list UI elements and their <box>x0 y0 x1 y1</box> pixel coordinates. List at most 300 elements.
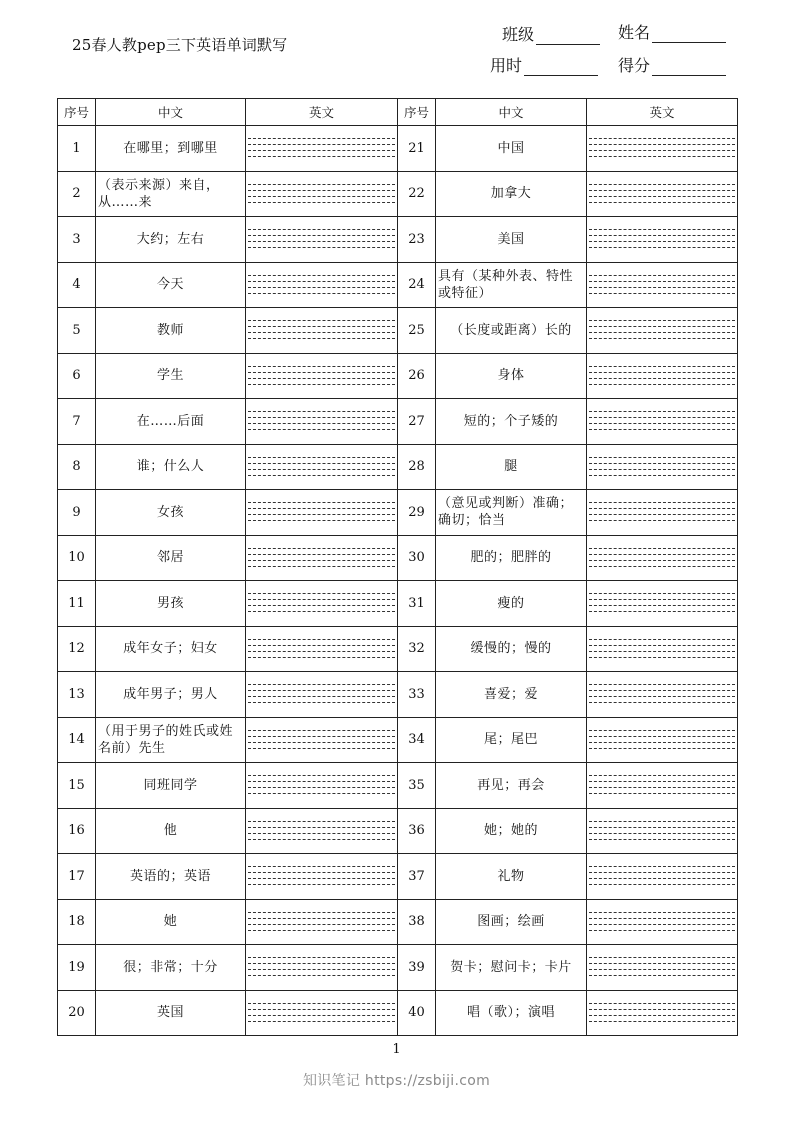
chinese-word: 邻居 <box>96 535 246 581</box>
english-answer-cell[interactable] <box>246 763 398 809</box>
answer-dashed-line <box>589 411 735 412</box>
chinese-word: 在……后面 <box>96 399 246 445</box>
answer-dashed-line <box>248 275 395 276</box>
answer-dashed-line <box>589 839 735 840</box>
english-answer-cell[interactable] <box>587 763 738 809</box>
score-label: 得分 <box>618 56 651 75</box>
answer-dashed-line <box>248 657 395 658</box>
answer-dashed-line <box>248 457 395 458</box>
answer-dashed-line <box>248 566 395 567</box>
answer-dashed-line <box>248 514 395 515</box>
answer-dashed-line <box>248 611 395 612</box>
answer-dashed-line <box>248 696 395 697</box>
chinese-word: 图画；绘画 <box>436 899 587 945</box>
answer-dashed-line <box>589 918 735 919</box>
table-row <box>58 171 738 217</box>
answer-dashed-line <box>248 748 395 749</box>
name-blank <box>652 26 726 43</box>
row-index: 10 <box>58 535 96 581</box>
answer-dashed-line <box>248 975 395 976</box>
answer-dashed-line <box>248 918 395 919</box>
row-index: 3 <box>58 217 96 263</box>
answer-dashed-line <box>248 639 395 640</box>
vocab-table <box>57 98 738 1036</box>
chinese-word: 教师 <box>96 308 246 354</box>
table-row <box>58 353 738 399</box>
answer-dashed-line <box>589 508 735 509</box>
answer-dashed-line <box>589 241 735 242</box>
chinese-word: 谁；什么人 <box>96 444 246 490</box>
table-row <box>58 808 738 854</box>
english-answer-cell[interactable] <box>587 808 738 854</box>
answer-dashed-line <box>589 281 735 282</box>
chinese-word: 瘦的 <box>436 581 587 627</box>
answer-dashed-line <box>248 645 395 646</box>
answer-dashed-line <box>248 651 395 652</box>
english-answer-cell[interactable] <box>587 217 738 263</box>
answer-dashed-line <box>589 969 735 970</box>
answer-dashed-line <box>589 378 735 379</box>
table-row <box>58 308 738 354</box>
chinese-word: 成年男子；男人 <box>96 672 246 718</box>
table-row <box>58 490 738 536</box>
chinese-word: 缓慢的；慢的 <box>436 626 587 672</box>
answer-dashed-line <box>589 156 735 157</box>
chinese-word: 大约；左右 <box>96 217 246 263</box>
answer-dashed-line <box>248 384 395 385</box>
answer-dashed-line <box>248 1021 395 1022</box>
table-row <box>58 990 738 1036</box>
answer-dashed-line <box>589 338 735 339</box>
row-index: 38 <box>398 899 436 945</box>
table-row <box>58 899 738 945</box>
chinese-word: 同班同学 <box>96 763 246 809</box>
answer-dashed-line <box>248 520 395 521</box>
english-answer-cell[interactable] <box>587 262 738 308</box>
row-index: 33 <box>398 672 436 718</box>
answer-dashed-line <box>248 366 395 367</box>
answer-dashed-line <box>248 684 395 685</box>
english-answer-cell[interactable] <box>587 353 738 399</box>
chinese-word: 腿 <box>436 444 587 490</box>
answer-dashed-line <box>589 702 735 703</box>
answer-dashed-line <box>248 235 395 236</box>
answer-dashed-line <box>248 957 395 958</box>
page-number: 1 <box>392 1042 401 1057</box>
chinese-word: 很；非常；十分 <box>96 945 246 991</box>
answer-dashed-line <box>589 651 735 652</box>
english-answer-cell[interactable] <box>587 444 738 490</box>
answer-dashed-line <box>589 884 735 885</box>
row-index: 24 <box>398 262 436 308</box>
answer-dashed-line <box>248 372 395 373</box>
time-label: 用时 <box>490 56 523 75</box>
answer-dashed-line <box>248 338 395 339</box>
chinese-word: 身体 <box>436 353 587 399</box>
row-index: 25 <box>398 308 436 354</box>
row-index: 35 <box>398 763 436 809</box>
row-index: 2 <box>58 171 96 217</box>
answer-dashed-line <box>589 326 735 327</box>
answer-dashed-line <box>589 287 735 288</box>
chinese-word: 美国 <box>436 217 587 263</box>
answer-dashed-line <box>589 611 735 612</box>
english-answer-cell[interactable] <box>587 535 738 581</box>
row-index: 30 <box>398 535 436 581</box>
row-index: 21 <box>398 126 436 172</box>
row-index: 5 <box>58 308 96 354</box>
answer-dashed-line <box>589 1021 735 1022</box>
chinese-word: （用于男子的姓氏或姓名前）先生 <box>96 717 246 763</box>
answer-dashed-line <box>589 775 735 776</box>
row-index: 40 <box>398 990 436 1036</box>
header-english-right: 英文 <box>587 99 738 126</box>
answer-dashed-line <box>248 787 395 788</box>
answer-dashed-line <box>248 599 395 600</box>
answer-dashed-line <box>589 475 735 476</box>
table-row <box>58 717 738 763</box>
chinese-word: 再见；再会 <box>436 763 587 809</box>
answer-dashed-line <box>589 190 735 191</box>
row-index: 23 <box>398 217 436 263</box>
answer-dashed-line <box>248 332 395 333</box>
chinese-word: 短的；个子矮的 <box>436 399 587 445</box>
chinese-word: 他 <box>96 808 246 854</box>
table-row <box>58 535 738 581</box>
english-answer-cell[interactable] <box>246 171 398 217</box>
answer-dashed-line <box>589 247 735 248</box>
answer-dashed-line <box>248 866 395 867</box>
answer-dashed-line <box>589 417 735 418</box>
answer-dashed-line <box>589 821 735 822</box>
answer-dashed-line <box>248 702 395 703</box>
answer-dashed-line <box>248 930 395 931</box>
chinese-word: （长度或距离）长的 <box>436 308 587 354</box>
answer-dashed-line <box>589 639 735 640</box>
row-index: 26 <box>398 353 436 399</box>
answer-dashed-line <box>589 878 735 879</box>
table-row <box>58 763 738 809</box>
answer-dashed-line <box>248 326 395 327</box>
row-index: 14 <box>58 717 96 763</box>
english-answer-cell[interactable] <box>246 899 398 945</box>
table-row <box>58 626 738 672</box>
answer-dashed-line <box>589 469 735 470</box>
header-english-left: 英文 <box>246 99 398 126</box>
answer-dashed-line <box>589 144 735 145</box>
answer-dashed-line <box>589 372 735 373</box>
english-answer-cell[interactable] <box>246 353 398 399</box>
answer-dashed-line <box>248 872 395 873</box>
chinese-word: 她；她的 <box>436 808 587 854</box>
answer-dashed-line <box>589 975 735 976</box>
english-answer-cell[interactable] <box>587 899 738 945</box>
page-title: 25春人教pep三下英语单词默写 <box>72 36 288 54</box>
answer-dashed-line <box>589 457 735 458</box>
chinese-word: 学生 <box>96 353 246 399</box>
score-blank <box>652 59 726 76</box>
chinese-word: 英国 <box>96 990 246 1036</box>
answer-dashed-line <box>589 184 735 185</box>
chinese-word: （意见或判断）准确；确切；恰当 <box>436 490 587 536</box>
english-answer-cell[interactable] <box>246 399 398 445</box>
answer-dashed-line <box>589 736 735 737</box>
english-answer-cell[interactable] <box>246 672 398 718</box>
english-answer-cell[interactable] <box>246 262 398 308</box>
row-index: 19 <box>58 945 96 991</box>
english-answer-cell[interactable] <box>587 581 738 627</box>
answer-dashed-line <box>248 878 395 879</box>
row-index: 18 <box>58 899 96 945</box>
english-answer-cell[interactable] <box>587 672 738 718</box>
answer-dashed-line <box>589 150 735 151</box>
answer-dashed-line <box>589 332 735 333</box>
row-index: 12 <box>58 626 96 672</box>
answer-dashed-line <box>248 560 395 561</box>
answer-dashed-line <box>248 378 395 379</box>
english-answer-cell[interactable] <box>246 808 398 854</box>
answer-dashed-line <box>248 202 395 203</box>
answer-dashed-line <box>248 150 395 151</box>
header-chinese-right: 中文 <box>436 99 587 126</box>
answer-dashed-line <box>589 781 735 782</box>
answer-dashed-line <box>248 320 395 321</box>
row-index: 28 <box>398 444 436 490</box>
answer-dashed-line <box>589 566 735 567</box>
answer-dashed-line <box>589 548 735 549</box>
table-row <box>58 399 738 445</box>
answer-dashed-line <box>589 742 735 743</box>
answer-dashed-line <box>589 957 735 958</box>
class-blank <box>536 28 600 45</box>
answer-dashed-line <box>589 502 735 503</box>
answer-dashed-line <box>589 384 735 385</box>
answer-dashed-line <box>248 469 395 470</box>
english-answer-cell[interactable] <box>246 490 398 536</box>
answer-dashed-line <box>248 196 395 197</box>
answer-dashed-line <box>248 554 395 555</box>
english-answer-cell[interactable] <box>246 126 398 172</box>
answer-dashed-line <box>589 912 735 913</box>
row-index: 31 <box>398 581 436 627</box>
answer-dashed-line <box>589 366 735 367</box>
chinese-word: 具有（某种外表、特性或特征） <box>436 262 587 308</box>
answer-dashed-line <box>248 411 395 412</box>
answer-dashed-line <box>248 138 395 139</box>
answer-dashed-line <box>248 781 395 782</box>
answer-dashed-line <box>589 645 735 646</box>
row-index: 4 <box>58 262 96 308</box>
table-row <box>58 672 738 718</box>
answer-dashed-line <box>589 423 735 424</box>
english-answer-cell[interactable] <box>246 308 398 354</box>
answer-dashed-line <box>248 827 395 828</box>
chinese-word: （表示来源）来自，从……来 <box>96 171 246 217</box>
english-answer-cell[interactable] <box>246 990 398 1036</box>
answer-dashed-line <box>248 912 395 913</box>
answer-dashed-line <box>248 463 395 464</box>
table-row <box>58 581 738 627</box>
answer-dashed-line <box>589 827 735 828</box>
english-answer-cell[interactable] <box>246 535 398 581</box>
class-field <box>502 22 600 45</box>
answer-dashed-line <box>248 281 395 282</box>
name-field <box>618 20 726 43</box>
answer-dashed-line <box>248 884 395 885</box>
english-answer-cell[interactable] <box>587 626 738 672</box>
answer-dashed-line <box>248 821 395 822</box>
header-index-left: 序号 <box>58 99 96 126</box>
answer-dashed-line <box>589 793 735 794</box>
answer-dashed-line <box>589 684 735 685</box>
answer-dashed-line <box>248 1009 395 1010</box>
answer-dashed-line <box>248 593 395 594</box>
chinese-word: 英语的；英语 <box>96 854 246 900</box>
english-answer-cell[interactable] <box>587 990 738 1036</box>
chinese-word: 在哪里；到哪里 <box>96 126 246 172</box>
score-field <box>618 53 726 76</box>
answer-dashed-line <box>248 190 395 191</box>
table-header-row <box>58 99 738 126</box>
answer-dashed-line <box>589 554 735 555</box>
answer-dashed-line <box>248 144 395 145</box>
answer-dashed-line <box>589 520 735 521</box>
answer-dashed-line <box>589 593 735 594</box>
chinese-word: 她 <box>96 899 246 945</box>
row-index: 11 <box>58 581 96 627</box>
table-row <box>58 217 738 263</box>
english-answer-cell[interactable] <box>246 626 398 672</box>
answer-dashed-line <box>248 1015 395 1016</box>
answer-dashed-line <box>589 872 735 873</box>
answer-dashed-line <box>248 963 395 964</box>
answer-dashed-line <box>589 690 735 691</box>
table-row <box>58 854 738 900</box>
english-answer-cell[interactable] <box>587 717 738 763</box>
answer-dashed-line <box>589 196 735 197</box>
answer-dashed-line <box>589 1003 735 1004</box>
answer-dashed-line <box>589 429 735 430</box>
chinese-word: 女孩 <box>96 490 246 536</box>
answer-dashed-line <box>248 924 395 925</box>
english-answer-cell[interactable] <box>587 308 738 354</box>
answer-dashed-line <box>589 1015 735 1016</box>
answer-dashed-line <box>248 969 395 970</box>
answer-dashed-line <box>248 241 395 242</box>
name-label: 姓名 <box>618 23 651 42</box>
answer-dashed-line <box>589 787 735 788</box>
english-answer-cell[interactable] <box>587 399 738 445</box>
header-index-right: 序号 <box>398 99 436 126</box>
english-answer-cell[interactable] <box>587 126 738 172</box>
answer-dashed-line <box>248 730 395 731</box>
row-index: 34 <box>398 717 436 763</box>
answer-dashed-line <box>589 924 735 925</box>
answer-dashed-line <box>248 156 395 157</box>
row-index: 27 <box>398 399 436 445</box>
english-answer-cell[interactable] <box>587 490 738 536</box>
chinese-word: 成年女子；妇女 <box>96 626 246 672</box>
answer-dashed-line <box>589 320 735 321</box>
row-index: 1 <box>58 126 96 172</box>
answer-dashed-line <box>248 742 395 743</box>
english-answer-cell[interactable] <box>246 945 398 991</box>
row-index: 15 <box>58 763 96 809</box>
english-answer-cell[interactable] <box>587 945 738 991</box>
answer-dashed-line <box>589 463 735 464</box>
row-index: 13 <box>58 672 96 718</box>
answer-dashed-line <box>248 839 395 840</box>
answer-dashed-line <box>589 748 735 749</box>
answer-dashed-line <box>589 560 735 561</box>
answer-dashed-line <box>589 293 735 294</box>
answer-dashed-line <box>589 514 735 515</box>
answer-dashed-line <box>248 475 395 476</box>
answer-dashed-line <box>248 833 395 834</box>
answer-dashed-line <box>248 502 395 503</box>
english-answer-cell[interactable] <box>246 444 398 490</box>
row-index: 32 <box>398 626 436 672</box>
class-label: 班级 <box>502 25 535 44</box>
chinese-word: 男孩 <box>96 581 246 627</box>
chinese-word: 喜爱；爱 <box>436 672 587 718</box>
answer-dashed-line <box>248 229 395 230</box>
answer-dashed-line <box>248 690 395 691</box>
table-row <box>58 126 738 172</box>
table-row <box>58 262 738 308</box>
table-row <box>58 444 738 490</box>
chinese-word: 肥的；肥胖的 <box>436 535 587 581</box>
answer-dashed-line <box>589 229 735 230</box>
answer-dashed-line <box>589 1009 735 1010</box>
answer-dashed-line <box>248 793 395 794</box>
english-answer-cell[interactable] <box>246 717 398 763</box>
answer-dashed-line <box>248 736 395 737</box>
chinese-word: 唱（歌）；演唱 <box>436 990 587 1036</box>
english-answer-cell[interactable] <box>587 171 738 217</box>
answer-dashed-line <box>248 287 395 288</box>
row-index: 6 <box>58 353 96 399</box>
answer-dashed-line <box>589 138 735 139</box>
chinese-word: 礼物 <box>436 854 587 900</box>
watermark: 知识笔记 https://zsbiji.com <box>302 1073 491 1089</box>
chinese-word: 尾；尾巴 <box>436 717 587 763</box>
answer-dashed-line <box>589 275 735 276</box>
answer-dashed-line <box>589 730 735 731</box>
answer-dashed-line <box>248 423 395 424</box>
row-index: 9 <box>58 490 96 536</box>
chinese-word: 今天 <box>96 262 246 308</box>
chinese-word: 中国 <box>436 126 587 172</box>
answer-dashed-line <box>248 247 395 248</box>
answer-dashed-line <box>589 599 735 600</box>
answer-dashed-line <box>589 605 735 606</box>
english-answer-cell[interactable] <box>587 854 738 900</box>
answer-dashed-line <box>248 605 395 606</box>
english-answer-cell[interactable] <box>246 217 398 263</box>
english-answer-cell[interactable] <box>246 581 398 627</box>
chinese-word: 贺卡；慰问卡；卡片 <box>436 945 587 991</box>
row-index: 39 <box>398 945 436 991</box>
answer-dashed-line <box>248 293 395 294</box>
row-index: 7 <box>58 399 96 445</box>
english-answer-cell[interactable] <box>246 854 398 900</box>
row-index: 16 <box>58 808 96 854</box>
answer-dashed-line <box>589 963 735 964</box>
answer-dashed-line <box>589 866 735 867</box>
answer-dashed-line <box>248 775 395 776</box>
row-index: 29 <box>398 490 436 536</box>
